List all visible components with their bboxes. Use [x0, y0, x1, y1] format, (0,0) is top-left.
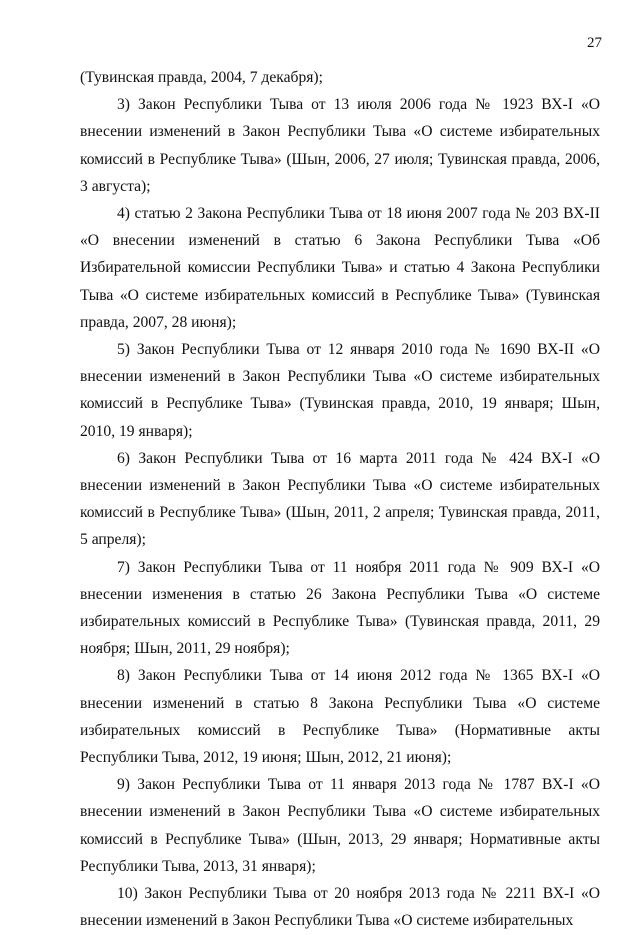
paragraph-continuation: (Тувинская правда, 2004, 7 декабря);: [80, 69, 323, 86]
list-item-9: 9) Закон Республики Тыва от 11 января 2013 года № 1787 ВХ-I «О внесении изменений в Закон Республики Тыва «О системе избирательных комиссий в Республике Тыва» (Шын, 2013, 29 января; Нормативные акты Республики Тыва, 2013, 31 января);: [80, 776, 600, 875]
list-item-8: 8) Закон Республики Тыва от 14 июня 2012 года № 1365 ВХ-I «О внесении изменений в статью 8 Закона Республики Тыва «О системе избирательных комиссий в Республике Тыва» (Нормативные акты Республики Тыва, 2012, 19 июня; Шын, 2012, 21 июня);: [80, 667, 600, 767]
document-body: [80, 64, 600, 935]
list-item-3: 3) Закон Республики Тыва от 13 июля 2006 года № 1923 ВХ-I «О внесении изменений в Закон Республики Тыва «О системе избирательных комиссий в Республике Тыва» (Шын, 2006, 27 июля; Тувинская правда, 2006, 3 августа);: [80, 96, 600, 195]
list-item-6: 6) Закон Республики Тыва от 16 марта 2011 года № 424 ВХ-I «О внесении изменений в Закон Республики Тыва «О системе избирательных комиссий в Республике Тыва» (Шын, 2011, 2 апреля; Тувинская правда, 2011, 5 апреля);: [80, 449, 600, 549]
list-item-7: 7) Закон Республики Тыва от 11 ноября 2011 года № 909 ВХ-I «О внесении изменения в статью 26 Закона Республики Тыва «О системе избирательных комиссий в Республике Тыва» (Тувинская правда, 2011, 29 ноября; Шын, 2011, 29 ноября);: [80, 558, 600, 658]
page-number: 27: [587, 35, 602, 51]
list-item-10: 10) Закон Республики Тыва от 20 ноября 2013 года № 2211 ВХ-I «О внесении изменений в Закон Республики Тыва «О системе избирательных: [80, 885, 600, 930]
list-item-4: 4) статью 2 Закона Республики Тыва от 18 июня 2007 года № 203 ВХ-II «О внесении изменений в статью 6 Закона Республики Тыва «Об Избирательной комиссии Республики Тыва» и статью 4 Закона Республики Тыва «О системе избирательных комиссий в Республике Тыва» (Тувинская правда, 2007, 28 июня);: [80, 205, 600, 331]
list-item-5: 5) Закон Республики Тыва от 12 января 2010 года № 1690 ВХ-II «О внесении изменений в Закон Республики Тыва «О системе избирательных комиссий в Республике Тыва» (Тувинская правда, 2010, 19 января; Шын, 2010, 19 января);: [80, 341, 600, 440]
